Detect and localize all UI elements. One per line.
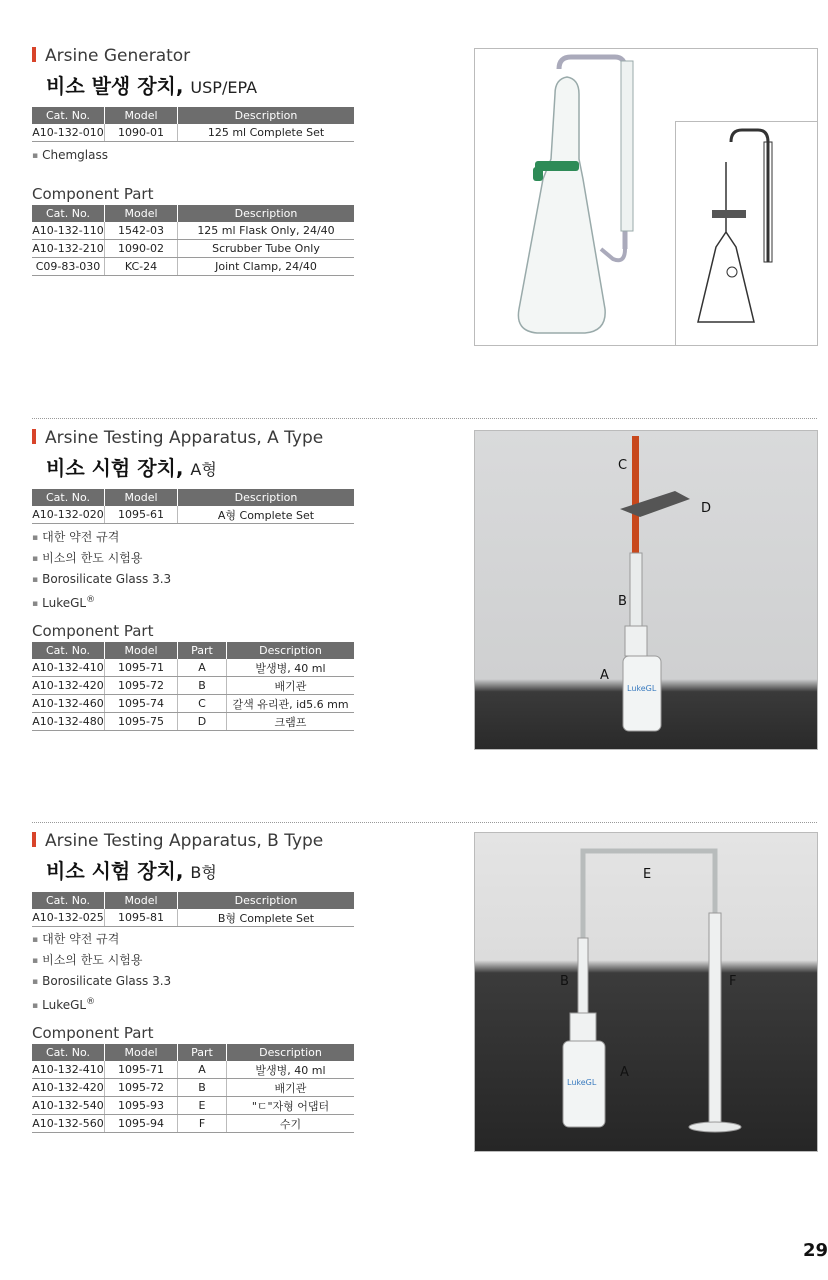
cell-description: 수기 <box>227 1115 355 1133</box>
table-row <box>32 1061 354 1079</box>
section3-component-heading: Component Part <box>32 1024 154 1042</box>
cell-part: F <box>178 1115 227 1133</box>
photo-label-d: D <box>701 501 712 516</box>
bullet-text: 대한 약전 규격 <box>42 932 120 946</box>
title-ko-text: 비소 시험 장치, <box>46 859 184 883</box>
section1-bullets <box>32 145 108 166</box>
header-part: Part <box>178 642 227 659</box>
cell-model: 1095-71 <box>105 1061 178 1079</box>
header-cat-no: Cat. No. <box>32 489 105 506</box>
title-ko-text: 비소 시험 장치, <box>46 456 184 480</box>
bullet-text: 비소의 한도 시험용 <box>42 953 143 967</box>
cell-description: B형 Complete Set <box>178 909 355 927</box>
a-type-apparatus-photo <box>474 430 818 750</box>
photo-label-f: F <box>729 974 737 989</box>
cell-description: 크램프 <box>227 713 355 731</box>
photo-label-e: E <box>643 867 652 882</box>
registered-mark: ® <box>86 595 96 605</box>
cell-part: A <box>178 659 227 677</box>
section1-set-table <box>32 107 354 142</box>
bullet-text: 비소의 한도 시험용 <box>42 551 143 565</box>
title-sub-text: USP/EPA <box>190 78 258 97</box>
table-row <box>32 1115 354 1133</box>
table-row <box>32 695 354 713</box>
u-adapter-tube <box>583 851 715 943</box>
header-cat-no: Cat. No. <box>32 205 105 222</box>
header-description: Description <box>178 205 355 222</box>
section1-component-table <box>32 205 354 276</box>
title-marker-bar <box>32 47 36 62</box>
list-item <box>32 971 171 992</box>
clamp-shape <box>620 491 690 517</box>
header-description: Description <box>178 107 355 124</box>
cell-description: 125 ml Complete Set <box>178 124 355 142</box>
cell-description: 갈색 유리관, id5.6 mm <box>227 695 355 713</box>
cell-model: KC-24 <box>105 258 178 276</box>
title-en-text: Arsine Testing Apparatus, B Type <box>45 831 324 851</box>
cell-model: 1095-74 <box>105 695 178 713</box>
list-item <box>32 548 171 569</box>
header-cat-no: Cat. No. <box>32 107 105 124</box>
cell-cat-no: C09-83-030 <box>32 258 105 276</box>
bullet-text: Chemglass <box>42 148 108 162</box>
cell-part: A <box>178 1061 227 1079</box>
section2-set-table <box>32 489 354 524</box>
list-item <box>32 590 171 614</box>
header-description: Description <box>227 642 355 659</box>
cell-model: 1095-81 <box>105 909 178 927</box>
cell-cat-no: A10-132-010 <box>32 124 105 142</box>
photo-label-c: C <box>618 458 628 473</box>
section1-title-en <box>32 46 190 66</box>
cell-part: B <box>178 677 227 695</box>
cell-part: B <box>178 1079 227 1097</box>
bottle-brand-text: LukeGL <box>567 1078 597 1087</box>
registered-mark: ® <box>86 997 96 1007</box>
cell-model: 1095-61 <box>105 506 178 524</box>
table-row <box>32 659 354 677</box>
header-part: Part <box>178 1044 227 1061</box>
section-divider <box>32 822 817 823</box>
table-row <box>32 677 354 695</box>
table-row <box>32 506 354 524</box>
table-row <box>32 258 354 276</box>
cell-model: 1095-93 <box>105 1097 178 1115</box>
cell-cat-no: A10-132-420 <box>32 1079 105 1097</box>
cell-cat-no: A10-132-540 <box>32 1097 105 1115</box>
list-item <box>32 950 171 971</box>
cell-cat-no: A10-132-420 <box>32 677 105 695</box>
cell-description: 발생병, 40 ml <box>227 659 355 677</box>
cell-part: E <box>178 1097 227 1115</box>
title-ko-text: 비소 발생 장치, <box>46 74 184 98</box>
cell-description: 배기관 <box>227 677 355 695</box>
photo-label-a: A <box>600 668 609 683</box>
section1-component-heading: Component Part <box>32 185 154 203</box>
header-model: Model <box>105 107 178 124</box>
bullet-text: Borosilicate Glass 3.3 <box>42 572 172 586</box>
header-description: Description <box>178 892 355 909</box>
cell-model: 1095-72 <box>105 1079 178 1097</box>
list-item <box>32 929 171 950</box>
cell-cat-no: A10-132-460 <box>32 695 105 713</box>
header-cat-no: Cat. No. <box>32 1044 105 1061</box>
receiver-tube <box>709 913 721 1123</box>
section2-title-en <box>32 428 323 448</box>
brand-text: LukeGL <box>42 998 87 1012</box>
photo-label-b: B <box>618 594 627 609</box>
cell-cat-no: A10-132-410 <box>32 659 105 677</box>
title-en-text: Arsine Generator <box>45 46 191 66</box>
title-en-text: Arsine Testing Apparatus, A Type <box>45 428 324 448</box>
header-model: Model <box>105 489 178 506</box>
cell-description: A형 Complete Set <box>178 506 355 524</box>
title-marker-bar <box>32 832 36 847</box>
cell-model: 1095-72 <box>105 677 178 695</box>
cell-model: 1095-75 <box>105 713 178 731</box>
list-item <box>32 569 171 590</box>
bullet-text: Borosilicate Glass 3.3 <box>42 974 172 988</box>
cell-description: 발생병, 40 ml <box>227 1061 355 1079</box>
section2-bullets <box>32 527 171 614</box>
cell-model: 1095-71 <box>105 659 178 677</box>
a-type-illustration <box>475 431 817 749</box>
cell-description: "ㄷ"자형 어댑터 <box>227 1097 355 1115</box>
cell-description: 배기관 <box>227 1079 355 1097</box>
table-row <box>32 909 354 927</box>
title-sub-text: B형 <box>190 863 217 882</box>
header-model: Model <box>105 642 178 659</box>
bullet-text: 대한 약전 규격 <box>42 530 120 544</box>
cell-description: Joint Clamp, 24/40 <box>178 258 355 276</box>
cell-part: D <box>178 713 227 731</box>
header-cat-no: Cat. No. <box>32 892 105 909</box>
header-cat-no: Cat. No. <box>32 642 105 659</box>
cell-cat-no: A10-132-210 <box>32 240 105 258</box>
page-number: 29 <box>802 1240 828 1261</box>
arsine-generator-photo <box>474 48 818 346</box>
cell-description: 125 ml Flask Only, 24/40 <box>178 222 355 240</box>
section3-set-table <box>32 892 354 927</box>
header-description: Description <box>227 1044 355 1061</box>
list-item <box>32 992 171 1016</box>
cell-model: 1090-01 <box>105 124 178 142</box>
header-model: Model <box>105 1044 178 1061</box>
flask-line-drawing-inset <box>675 121 818 346</box>
cell-description: Scrubber Tube Only <box>178 240 355 258</box>
table-row <box>32 1097 354 1115</box>
header-description: Description <box>178 489 355 506</box>
bottle-brand-text: LukeGL <box>627 684 657 693</box>
table-row <box>32 713 354 731</box>
list-item <box>32 145 108 166</box>
section2-component-heading: Component Part <box>32 622 154 640</box>
brand-text: LukeGL <box>42 596 87 610</box>
photo-label-b: B <box>560 974 569 989</box>
section-divider <box>32 418 817 419</box>
cell-cat-no: A10-132-480 <box>32 713 105 731</box>
table-row <box>32 240 354 258</box>
section3-bullets <box>32 929 171 1016</box>
section2-component-table <box>32 642 354 731</box>
header-model: Model <box>105 205 178 222</box>
section3-title-en <box>32 831 323 851</box>
photo-label-a: A <box>620 1065 629 1080</box>
b-type-apparatus-photo <box>474 832 818 1152</box>
cell-cat-no: A10-132-025 <box>32 909 105 927</box>
table-row <box>32 222 354 240</box>
table-row <box>32 1079 354 1097</box>
section3-title-ko <box>46 855 217 884</box>
list-item <box>32 527 171 548</box>
cell-cat-no: A10-132-560 <box>32 1115 105 1133</box>
title-marker-bar <box>32 429 36 444</box>
section1-title-ko <box>46 70 257 99</box>
table-row <box>32 124 354 142</box>
cell-cat-no: A10-132-110 <box>32 222 105 240</box>
cell-cat-no: A10-132-410 <box>32 1061 105 1079</box>
cell-model: 1542-03 <box>105 222 178 240</box>
cell-cat-no: A10-132-020 <box>32 506 105 524</box>
section2-title-ko <box>46 452 217 481</box>
cell-model: 1095-94 <box>105 1115 178 1133</box>
cell-part: C <box>178 695 227 713</box>
brown-glass-tube <box>632 436 639 556</box>
section3-component-table <box>32 1044 354 1133</box>
title-sub-text: A형 <box>190 460 217 479</box>
cell-model: 1090-02 <box>105 240 178 258</box>
header-model: Model <box>105 892 178 909</box>
